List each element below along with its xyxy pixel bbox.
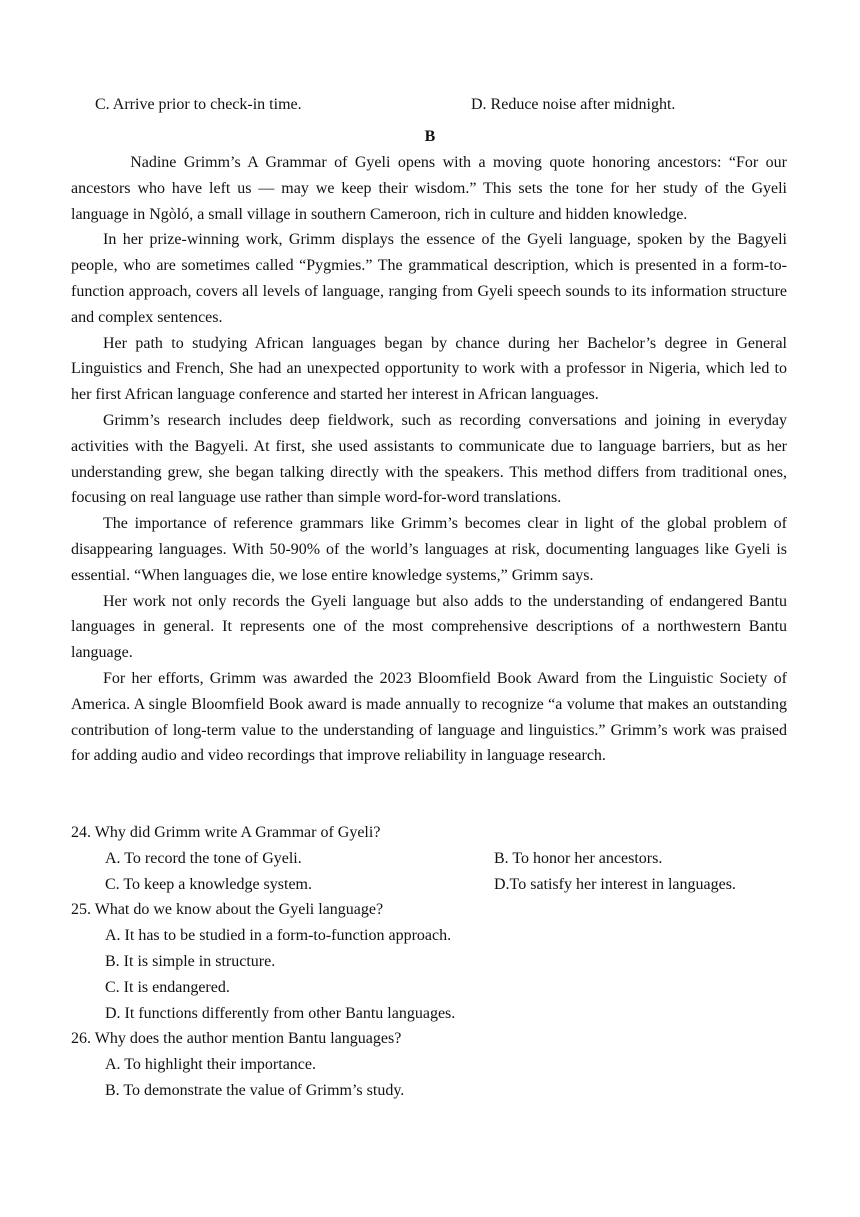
question-options [71, 1052, 787, 1104]
question-24 [71, 820, 787, 897]
option-c: C. Arrive prior to check-in time. [95, 96, 302, 113]
question-25 [71, 897, 787, 1026]
question-options [71, 923, 787, 1026]
paragraph-3: Her path to studying African languages began by chance during her Bachelor’s degree in General Linguistics and French, She had an unexpected opportunity to work with a professor in Nigeria, which led to her first African language conference and started her interest in African languages. [71, 334, 787, 404]
option-b: B. To demonstrate the value of Grimm’s study. [105, 1081, 405, 1099]
paragraph-1: Nadine Grimm’s A Grammar of Gyeli opens with a moving quote honoring ancestors: “For our ancestors who have left us — may we keep their wisdom.” This sets the tone for her study of the Gyeli language in Ngòló, a small village in southern Cameroon, rich in culture and hidden knowledge. [71, 154, 787, 223]
question-stem: 26. Why does the author mention Bantu languages? [71, 1030, 402, 1048]
option-b: B. To honor her ancestors. [494, 849, 663, 867]
paragraph-5: The importance of reference grammars like Grimm’s becomes clear in light of the global problem of disappearing languages. With 50-90% of the world’s languages at risk, documenting languages like Gyeli is essential. “When languages die, we lose entire knowledge systems,” Grimm says. [71, 515, 787, 584]
reading-passage [71, 150, 787, 769]
question-options [71, 846, 787, 898]
paragraph-6: Her work not only records the Gyeli language but also adds to the understanding of endangered Bantu languages in general. It represents one of the most comprehensive descriptions of a northwestern Bantu language. [71, 592, 787, 662]
option-c: C. It is endangered. [105, 978, 230, 996]
option-d: D.To satisfy her interest in languages. [494, 875, 736, 893]
question-list [71, 820, 787, 1104]
paragraph-7: For her efforts, Grimm was awarded the 2023 Bloomfield Book Award from the Linguistic Society of America. A single Bloomfield Book award is made annually to recognize “a volume that makes an outstanding contribution of long-term value to the understanding of language and linguistics.” Grimm’s work was praised for adding audio and video recordings that improve reliability in language research. [71, 669, 787, 765]
option-a: A. It has to be studied in a form-to-function approach. [105, 927, 452, 945]
option-a: A. To highlight their importance. [105, 1056, 316, 1074]
option-c: C. To keep a knowledge system. [105, 875, 312, 893]
paragraph-2: In her prize-winning work, Grimm displays the essence of the Gyeli language, spoken by the Bagyeli people, who are sometimes called “Pygmies.” The grammatical description, which is presented in a form-to-function approach, covers all levels of language, ranging from Gyeli speech sounds to its information structure and complex sentences. [71, 231, 787, 326]
previous-question-options [95, 96, 790, 122]
section-heading: B [424, 128, 436, 145]
option-d: D. It functions differently from other Bantu languages. [105, 1004, 456, 1022]
question-stem: 25. What do we know about the Gyeli language? [71, 901, 384, 919]
question-stem: 24. Why did Grimm write A Grammar of Gyeli? [71, 824, 381, 841]
option-b: B. It is simple in structure. [105, 952, 276, 970]
paragraph-4: Grimm’s research includes deep fieldwork, such as recording conversations and joining in everyday activities with the Bagyeli. At first, she used assistants to communicate due to language barriers, but as her understanding grew, she began talking directly with the speakers. This method differs from traditional ones, focusing on real language use rather than simple word-for-word translations. [71, 411, 787, 507]
option-d: D. Reduce noise after midnight. [471, 96, 676, 113]
option-a: A. To record the tone of Gyeli. [105, 849, 302, 867]
question-26 [71, 1026, 787, 1103]
